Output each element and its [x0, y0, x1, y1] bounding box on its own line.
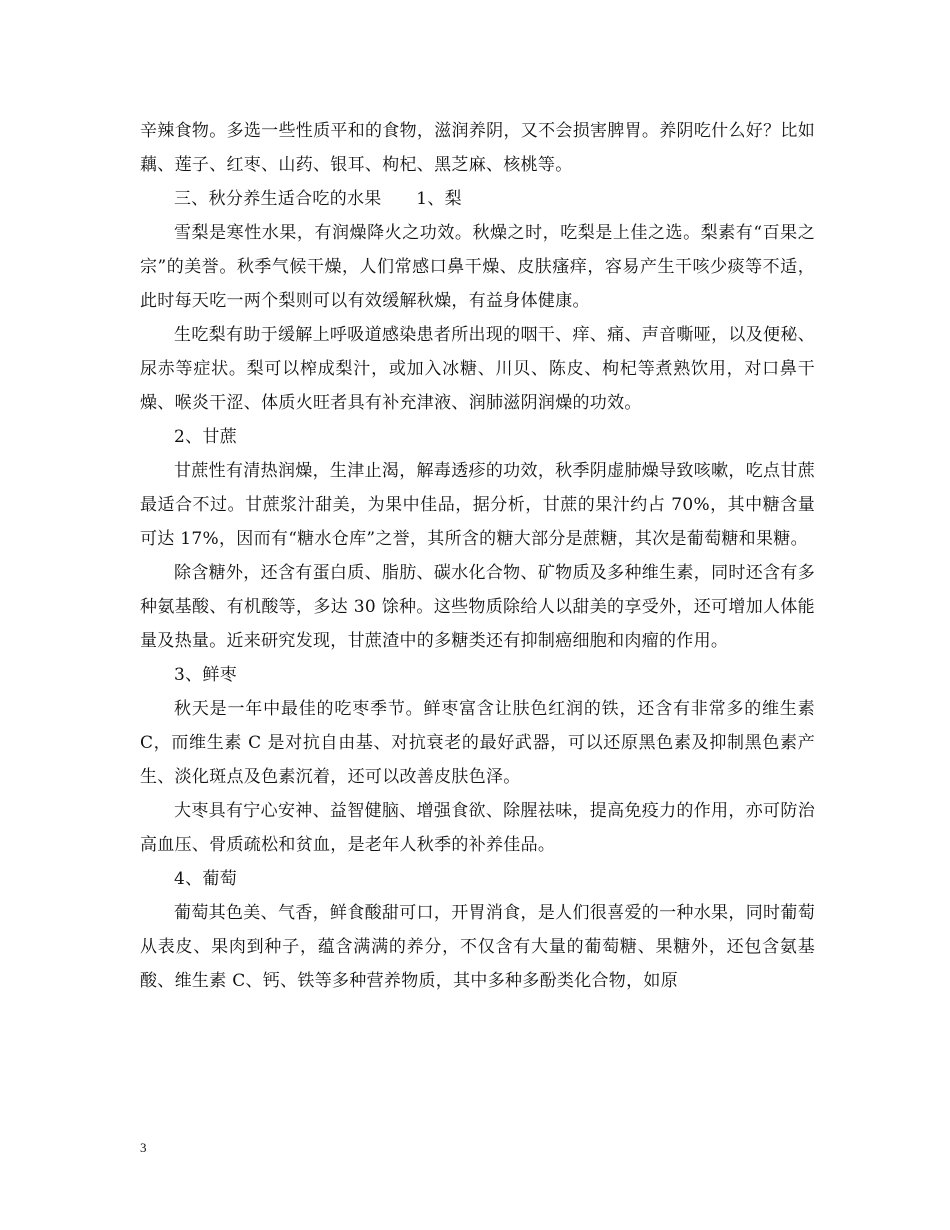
- paragraph-jujube-2: 大枣具有宁心安神、益智健脑、增强食欲、除腥祛味，提高免疫力的作用，亦可防治高血压、骨质疏松和贫血，是老年人秋季的补养佳品。: [140, 801, 815, 855]
- subheading-sugarcane: 2、甘蔗: [174, 427, 238, 447]
- subheading-jujube: 3、鲜枣: [174, 665, 238, 685]
- document-body: [140, 114, 815, 998]
- paragraph-sugarcane-1: 甘蔗性有清热润燥，生津止渴，解毒透疹的功效，秋季阴虚肺燥导致咳嗽，吃点甘蔗最适合不过。甘蔗浆汁甜美，为果中佳品，据分析，甘蔗的果汁约占 70%，其中糖含量可达 17%，因而有“糖水仓库”之誉，其所含的糖大部分是蔗糖，其次是葡萄糖和果糖。: [140, 461, 815, 549]
- paragraph-sugarcane-2: 除含糖外，还含有蛋白质、脂肪、碳水化合物、矿物质及多种维生素，同时还含有多种氨基酸、有机酸等，多达 30 馀种。这些物质除给人以甜美的享受外，还可增加人体能量及热量。近来研究发现，甘蔗渣中的多糖类还有抑制癌细胞和肉瘤的作用。: [140, 563, 815, 651]
- section-heading-fruits: 三、秋分养生适合吃的水果 1、梨: [174, 189, 462, 209]
- paragraph-pear-1: 雪梨是寒性水果，有润燥降火之功效。秋燥之时，吃梨是上佳之选。梨素有“百果之宗”的美誉。秋季气候干燥，人们常感口鼻干燥、皮肤瘙痒，容易产生干咳少痰等不适，此时每天吃一两个梨则可以有效缓解秋燥，有益身体健康。: [140, 223, 815, 311]
- paragraph-intro-continued: 辛辣食物。多选一些性质平和的食物，滋润养阴，又不会损害脾胃。养阴吃什么好？比如藕、莲子、红枣、山药、银耳、枸杞、黑芝麻、核桃等。: [140, 121, 815, 175]
- paragraph-jujube-1: 秋天是一年中最佳的吃枣季节。鲜枣富含让肤色红润的铁，还含有非常多的维生素 C，而维生素 C 是对抗自由基、对抗衰老的最好武器，可以还原黑色素及抑制黑色素产生、淡化斑点及色素沉着，还可以改善皮肤色泽。: [140, 699, 815, 787]
- paragraph-grape-1: 葡萄其色美、气香，鲜食酸甜可口，开胃消食，是人们很喜爱的一种水果，同时葡萄从表皮、果肉到种子，蕴含满满的养分，不仅含有大量的葡萄糖、果糖外，还包含氨基酸、维生素 C、钙、铁等多种营养物质，其中多种多酚类化合物，如原: [140, 903, 815, 991]
- page-number: 3: [140, 1140, 147, 1155]
- paragraph-pear-2: 生吃梨有助于缓解上呼吸道感染患者所出现的咽干、痒、痛、声音嘶哑，以及便秘、尿赤等症状。梨可以榨成梨汁，或加入冰糖、川贝、陈皮、枸杞等煮熟饮用，对口鼻干燥、喉炎干涩、体质火旺者具有补充津液、润肺滋阴润燥的功效。: [140, 325, 815, 413]
- subheading-grape: 4、葡萄: [174, 869, 238, 889]
